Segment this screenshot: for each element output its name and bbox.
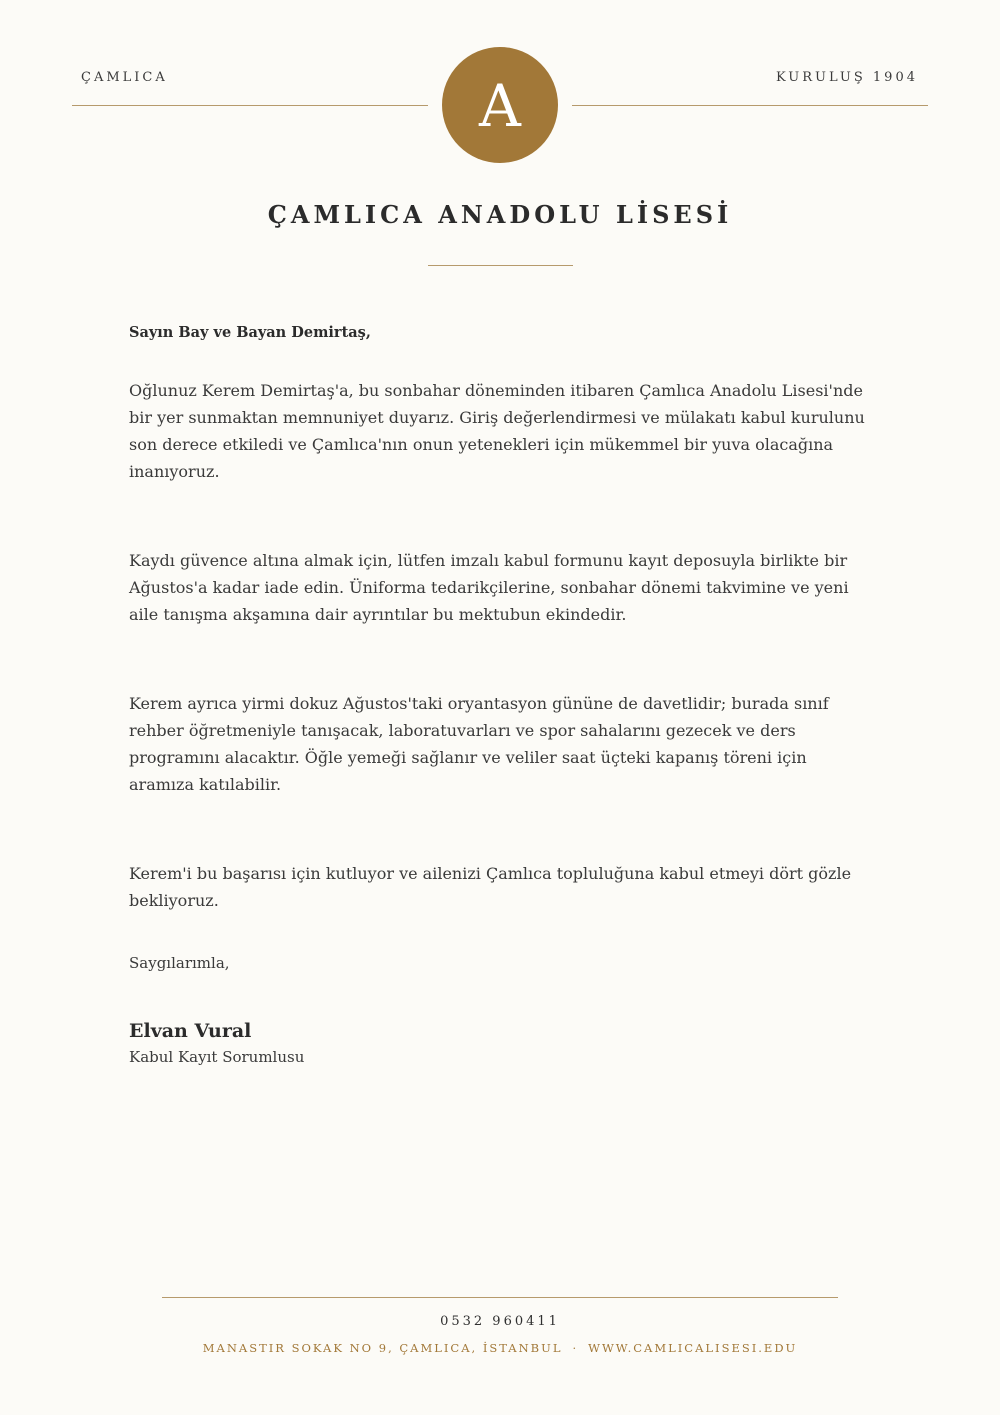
signer-name: Elvan Vural <box>129 1020 252 1042</box>
salutation: Sayın Bay ve Bayan Demirtaş, <box>129 324 371 341</box>
paragraph-4: Kerem'i bu başarısı için kutluyor ve ailenizi Çamlıca topluluğuna kabul etmeyi dört gözle bekliyoruz. <box>129 864 852 910</box>
school-monogram-logo <box>442 47 558 163</box>
paragraph-1: Oğlunuz Kerem Demirtaş'a, bu sonbahar döneminden itibaren Çamlıca Anadolu Lisesi'nde bir yer sunmaktan memnuniyet duyarız. Giriş değerlendirmesi ve mülakatı kabul kurulunu son derece etkiledi ve Çamlıca'nın onun yetenekleri için mükemmel bir yuva olacağına inanıyoruz. <box>129 381 865 481</box>
footer-divider <box>162 1297 838 1298</box>
header-divider-right <box>572 105 928 106</box>
footer-website-link[interactable]: WWW.CAMLICALISESI.EDU <box>588 1341 798 1355</box>
header-founded-label: KURULUŞ 1904 <box>776 70 918 85</box>
footer-phone: 0532 960411 <box>440 1314 560 1329</box>
monogram-letter: A <box>479 72 521 140</box>
footer-contact-line <box>0 1341 1000 1355</box>
school-name-title: ÇAMLICA ANADOLU LİSESİ <box>267 200 733 229</box>
title-divider <box>428 265 573 266</box>
signer-title: Kabul Kayıt Sorumlusu <box>129 1048 305 1066</box>
closing: Saygılarımla, <box>129 954 230 972</box>
header-divider-left <box>72 105 428 106</box>
footer-address: MANASTIR SOKAK NO 9, ÇAMLICA, İSTANBUL <box>202 1341 563 1355</box>
footer-separator: · <box>572 1341 579 1355</box>
letter-body <box>129 320 874 1068</box>
paragraph-3: Kerem ayrıca yirmi dokuz Ağustos'taki oryantasyon gününe de davetlidir; burada sınıf rehber öğretmeniyle tanışacak, laboratuvarları ve spor sahalarını gezecek ve ders programını alacaktır. Öğle yemeği sağlanır ve veliler saat üçteki kapanış töreni için aramıza katılabilir. <box>129 694 829 794</box>
paragraph-2: Kaydı güvence altına almak için, lütfen imzalı kabul formunu kayıt deposuyla birlikte bir Ağustos'a kadar iade edin. Üniforma tedarikçilerine, sonbahar dönemi takvimine ve yeni aile tanışma akşamına dair ayrıntılar bu mektubun ekindedir. <box>129 551 849 624</box>
header-left-label: ÇAMLICA <box>81 70 168 85</box>
